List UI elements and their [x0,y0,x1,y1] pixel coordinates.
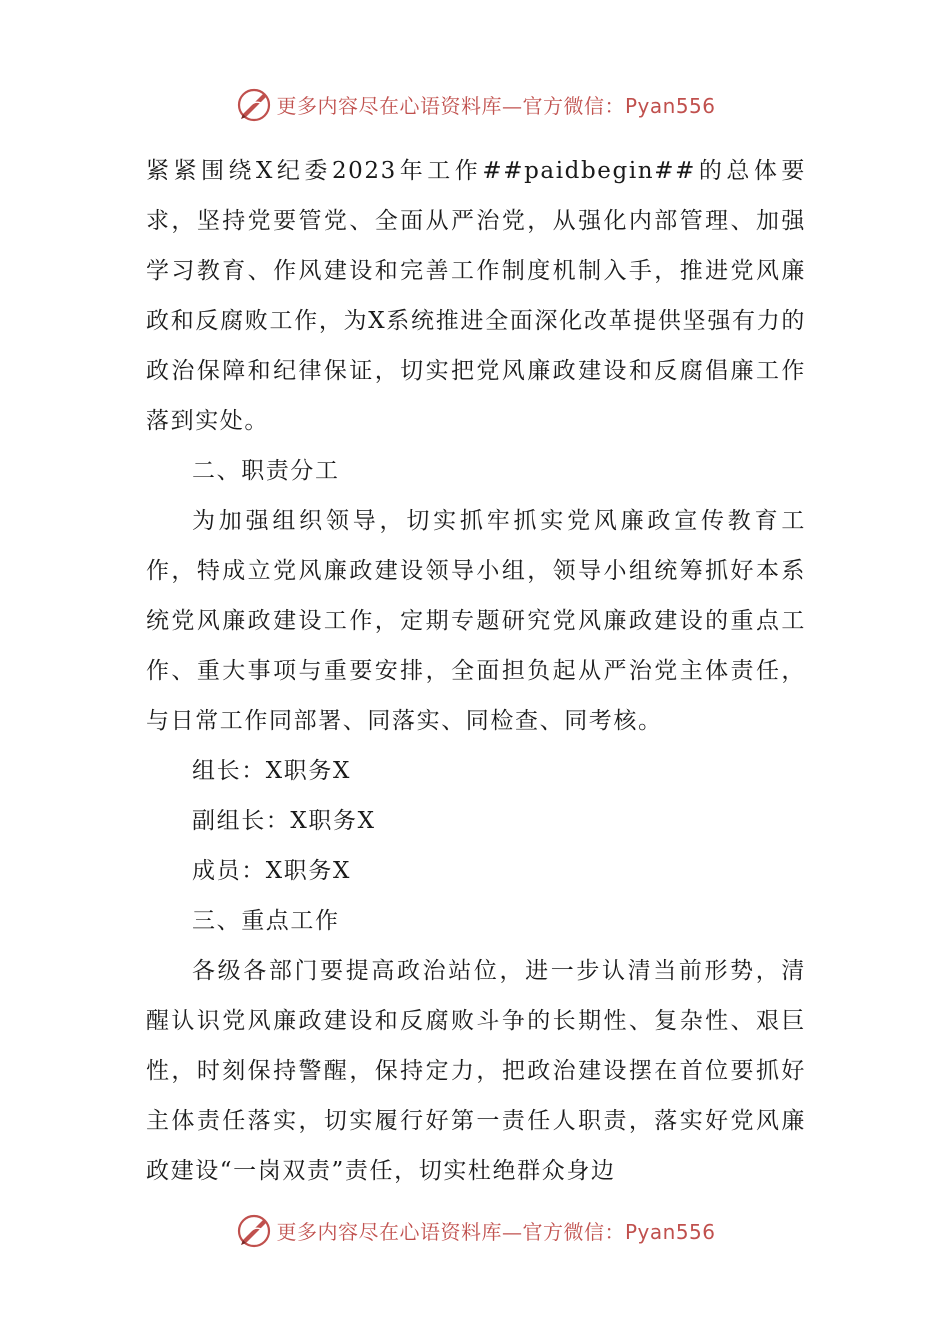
watermark-text: 更多内容尽在心语资料库—官方微信：Pyan556 [276,93,716,118]
paragraph-duties: 为加强组织领导，切实抓牢抓实党风廉政宣传教育工作，特成立党风廉政建设领导小组，领导小组统筹抓好本系统党风廉政建设工作，定期专题研究党风廉政建设的重点工作、重大事项与重要安排，全面担负起从严治党主体责任，与日常工作同部署、同落实、同检查、同考核。 [146,508,806,734]
watermark-banner-bottom [0,1210,950,1250]
section-heading-duties: 二、职责分工 [192,458,340,484]
team-leader-line: 组长：X职务X [192,758,351,784]
watermark-banner-top [0,84,950,124]
deputy-leader-line: 副组长：X职务X [192,808,376,834]
pen-logo-icon [234,84,274,124]
members-line: 成员：X职务X [192,858,351,884]
pen-logo-icon [234,1210,274,1250]
watermark-text: 更多内容尽在心语资料库—官方微信：Pyan556 [276,1219,716,1244]
paragraph-intro: 紧紧围绕X纪委2023年工作##paidbegin##的总体要求，坚持党要管党、全面从严治党，从强化内部管理、加强学习教育、作风建设和完善工作制度机制入手，推进党风廉政和反腐败工作，为X系统推进全面深化改革提供坚强有力的政治保障和纪律保证，切实把党风廉政建设和反腐倡廉工作落到实处。 [146,158,806,434]
paragraph-key-work: 各级各部门要提高政治站位，进一步认清当前形势，清醒认识党风廉政建设和反腐败斗争的长期性、复杂性、艰巨性，时刻保持警醒，保持定力，把政治建设摆在首位要抓好主体责任落实，切实履行好第一责任人职责，落实好党风廉政建设“一岗双责”责任，切实杜绝群众身边 [146,958,806,1184]
section-heading-key-work: 三、重点工作 [192,908,340,934]
document-body [146,146,806,1196]
